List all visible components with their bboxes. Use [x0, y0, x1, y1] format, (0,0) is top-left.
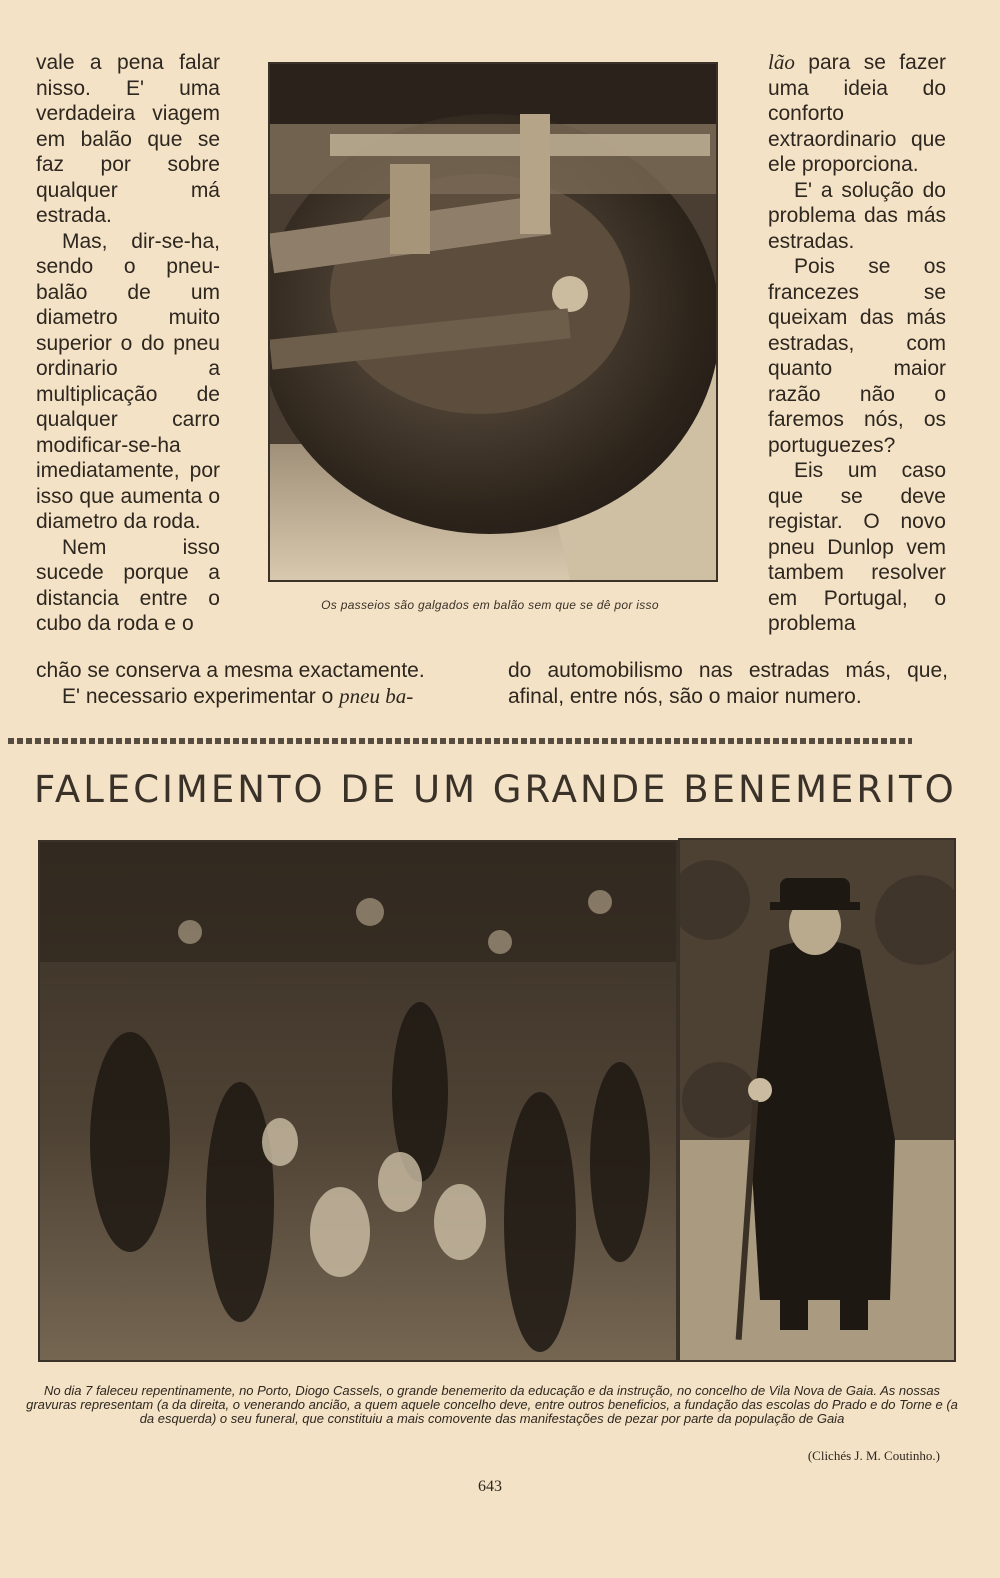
tyre-photo-caption: Os passeios são galgados em balão sem que se dê por isso	[321, 598, 659, 612]
paragraph: E' a solução do problema das más estradas.	[768, 178, 946, 253]
paragraph-text: E' necessario experimentar o	[62, 684, 334, 708]
paragraph: Mas, dir-se-ha, sendo o pneu-balão de um diametro muito superior o do pneu ordinario a multiplicação de qualquer carro modificar-se-ha imediatamente, por isso que aumenta o diametro da roda.	[36, 229, 220, 533]
paragraph: Nem isso sucede porque a distancia entre o cubo da roda e o	[36, 535, 220, 635]
paragraph	[36, 684, 486, 710]
paragraph: chão se conserva a mesma exactamente.	[36, 659, 425, 682]
funeral-photograph	[38, 840, 678, 1362]
article-bottom-left	[36, 658, 486, 709]
italic-word: pneu ba-	[339, 683, 414, 708]
paragraph	[768, 50, 946, 178]
article-right-column	[768, 50, 946, 637]
paragraph: do automobilismo nas estradas más, que, afinal, entre nós, são o maior numero.	[508, 659, 948, 708]
paragraph-text: para se fazer uma ideia do conforto extraordinario que ele proporciona.	[768, 51, 946, 176]
funeral-caption: No dia 7 faleceu repentinamente, no Porto, Diogo Cassels, o grande benemerito da educação e da instrução, no concelho de Vila Nova de Gaia. As nossas gravuras representam (a da direita, o venerando ancião, a quem aquele concelho deve, entre outros beneficios, a fundação das escolas do Prado e do Torne e (a da esquerda) o seu funeral, que constituiu a mais comovente das manifestações de pezar por parte da população de Gaia	[26, 1383, 958, 1426]
tyre-photograph	[268, 62, 718, 582]
paragraph: Pois se os francezes se queixam das más estradas, com quanto maior razão não o faremos nós, os portuguezes?	[768, 255, 946, 457]
funeral-photo-image	[40, 842, 676, 1360]
paragraph: Eis um caso que se deve registar. O novo pneu Dunlop vem tambem resolver em Portugal, o problema	[768, 459, 946, 635]
tyre-photo-image	[270, 64, 716, 580]
headline: FALECIMENTO DE UM GRANDE BENEMERITO	[34, 768, 957, 811]
article-bottom-right	[508, 658, 948, 709]
portrait-photograph	[678, 838, 956, 1362]
paragraph: vale a pena falar nisso. E' uma verdadeira viagem em balão que se faz por sobre qualquer má estrada.	[36, 51, 220, 227]
article-left-column	[36, 50, 220, 637]
section-divider	[8, 738, 912, 744]
portrait-photo-image	[680, 840, 954, 1360]
italic-word: lão	[768, 50, 795, 74]
page-number: 643	[478, 1478, 502, 1495]
photo-credit: (Clichés J. M. Coutinho.)	[807, 1448, 940, 1463]
